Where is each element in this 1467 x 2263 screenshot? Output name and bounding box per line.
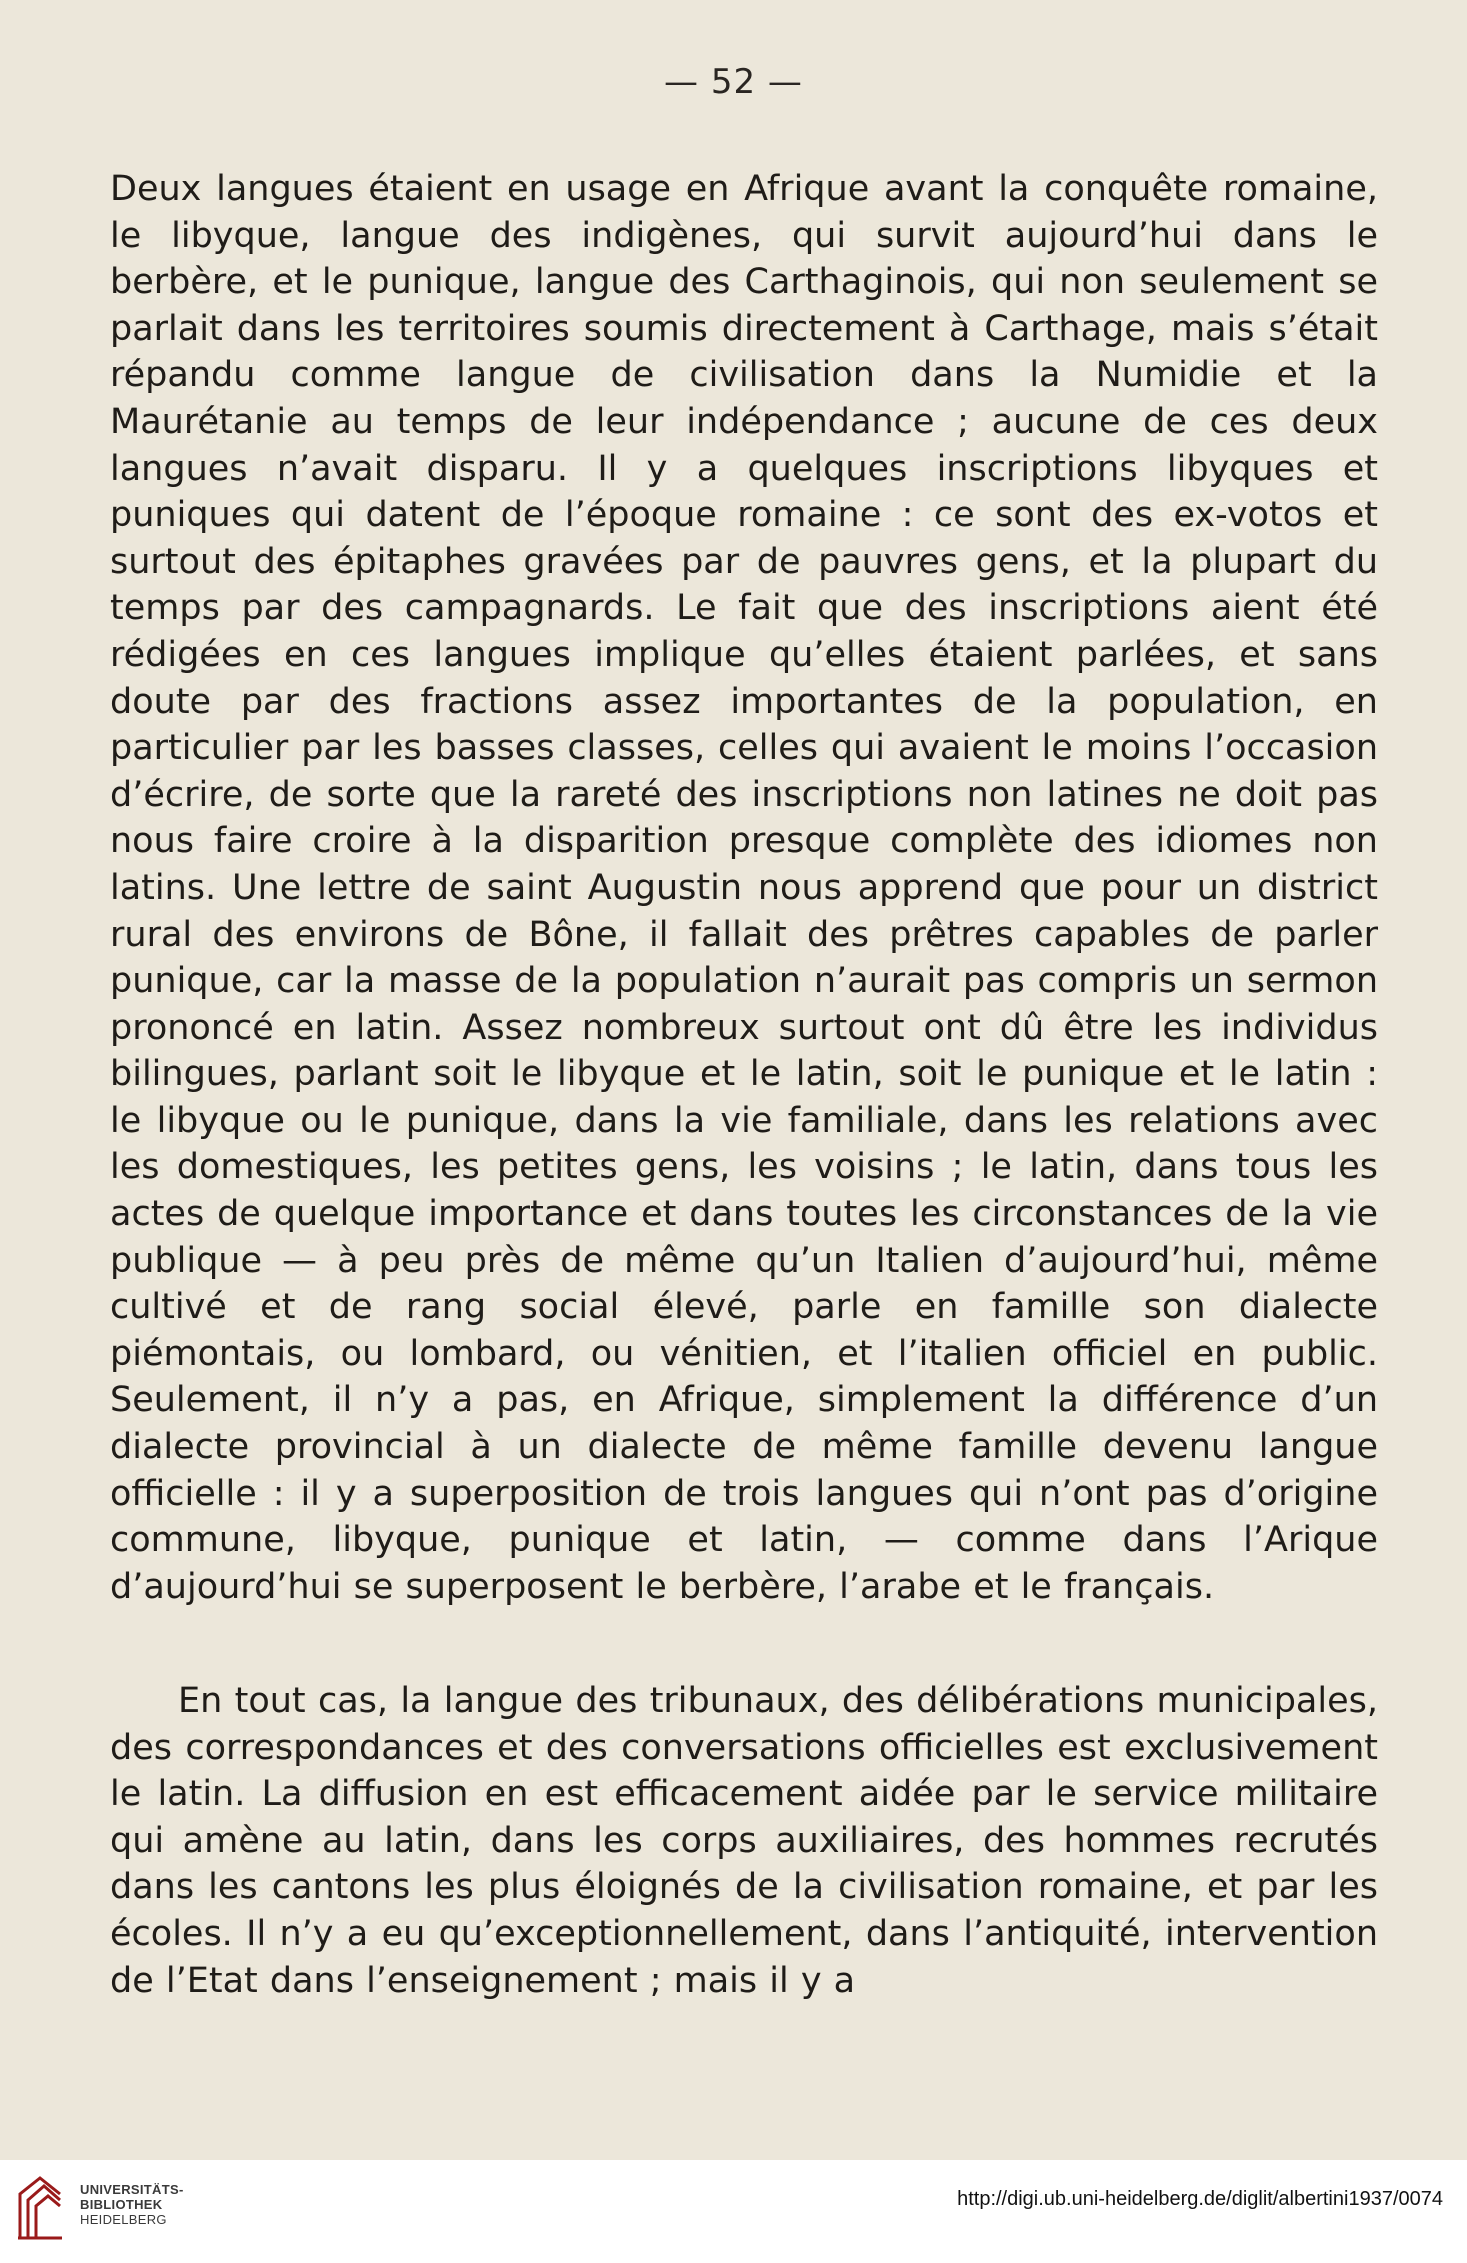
body-text-continued <box>110 1678 1378 2004</box>
paragraph-2: En tout cas, la langue des tribunaux, des délibérations municipales, des correspondances et des conversations officielles est exclusivement le latin. La diffusion en est efficacement aidée par le service militaire qui amène au latin, dans les corps auxiliaires, des hommes recrutés dans les cantons les plus éloignés de la civilisation romaine, et par les écoles. Il n’y a eu qu’exceptionnellement, dans l’antiquité, intervention de l’Etat dans l’enseignement ; mais il y a <box>110 1681 1378 2001</box>
source-url[interactable]: http://digi.ub.uni-heidelberg.de/diglit/albertini1937/0074 <box>957 2188 1443 2210</box>
library-logo-icon <box>14 2172 66 2244</box>
body-text <box>110 166 1378 1610</box>
paragraph-1: Deux langues étaient en usage en Afrique avant la conquête romaine, le libyque, langue des indigènes, qui survit aujourd’hui dans le berbère, et le punique, langue des Carthaginois, qui non seulement se parlait dans les territoires soumis directement à Carthage, mais s’était répandu comme langue de civilisation dans la Numidie et la Maurétanie au temps de leur indépendance ; aucune de ces deux langues n’avait disparu. Il y a quelques inscriptions libyques et puniques qui datent de l’époque romaine : ce sont des ex-votos et surtout des épitaphes gravées par de pauvres gens, et la plupart du temps par des campagnards. Le fait que des inscriptions aient été rédigées en ces langues implique qu’elles étaient parlées, et sans doute par des fractions assez importantes de la population, en particulier par les basses classes, celles qui avaient le moins l’occasion d’écrire, de sorte que la rareté des inscriptions non latines ne doit pas nous faire croire à la disparition presque complète des idiomes non latins. Une lettre de saint Augustin nous apprend que pour un district rural des environs de Bône, il fallait des prêtres capables de parler punique, car la masse de la population n’aurait pas compris un sermon prononcé en latin. Assez nombreux surtout ont dû être les individus bilingues, parlant soit le libyque et le latin, soit le punique et le latin : le libyque ou le punique, dans la vie familiale, dans les relations avec les domestiques, les petites gens, les voisins ; le latin, dans tous les actes de quelque importance et dans toutes les circonstances de la vie publique — à peu près de même qu’un Italien d’aujourd’hui, même cultivé et de rang social élevé, parle en famille son dialecte piémontais, ou lombard, ou vénitien, et l’italien officiel en public. Seulement, il n’y a pas, en Afrique, simplement la différence d’un dialecte provincial à un dialecte de même famille devenu langue officielle : il y a superposition de trois langues qui n’ont pas d’origine commune, libyque, punique et latin, — comme dans l’Arique d’aujourd’hui se superposent le berbère, l’arabe et le français. <box>110 169 1378 1607</box>
library-name-line-1: UNIVERSITÄTS- <box>80 2182 184 2197</box>
footer-bar <box>0 2160 1467 2263</box>
library-name-line-3: HEIDELBERG <box>80 2212 167 2227</box>
page-number: — 52 — <box>664 62 803 102</box>
library-name-line-2: BIBLIOTHEK <box>80 2197 163 2212</box>
library-name <box>80 2182 184 2227</box>
